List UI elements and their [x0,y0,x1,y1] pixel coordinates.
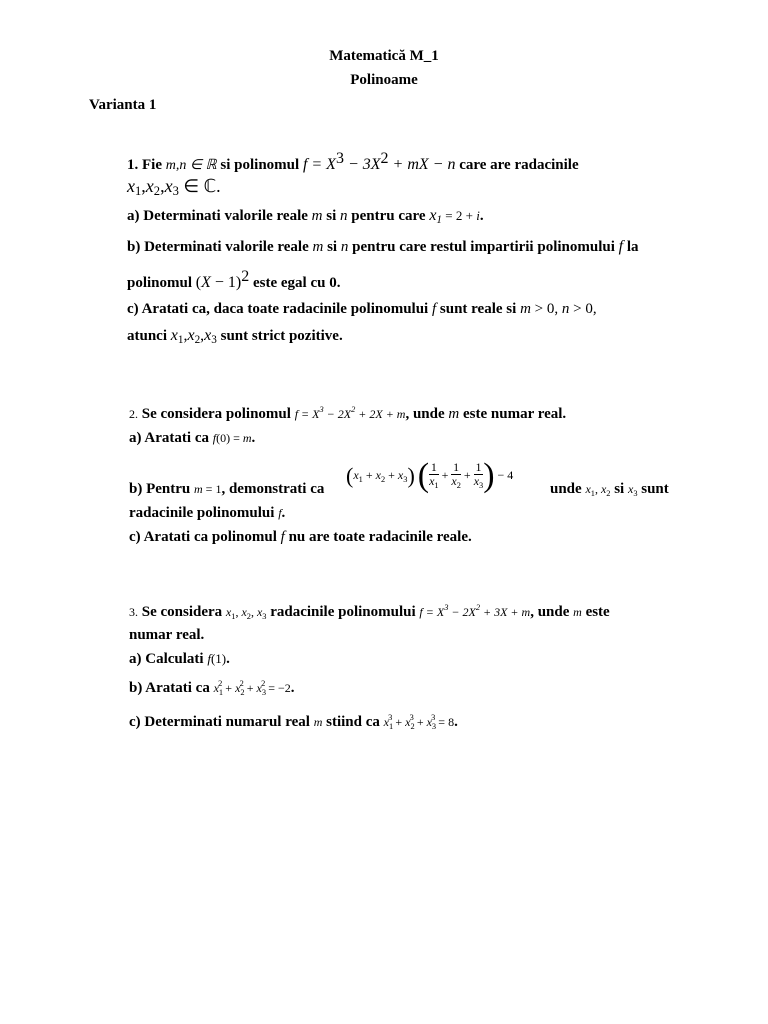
problem-number: 2. [129,407,138,421]
problem-number: 3. [129,605,138,619]
problem-1-part-b-cont: polinomul $(X - 1)^2$ este egal cu 0. [127,268,341,291]
problem-1-part-b: b) Determinati valorile reale m si n pentru care restul impartirii polinomului f la [127,238,639,255]
problem-3-part-a: a) Calculati f(1). [129,651,230,667]
problem-2-part-b: b) Pentru m = 1, demonstrati ca [129,481,325,497]
math-roots: $x_1,x_2,x_3$ ∈ ℂ. [127,176,221,198]
problem-2-part-b-right: unde $x_1$, $x_2$ si $x_3$ sunt [550,481,669,498]
math-poly-f: $f = X^3 - 2X^2 + 3X + m$ [419,603,531,619]
problem-3-intro: 3. Se considera $x_1$, $x_2$, $x_3$ radacinile polinomului $f = X^3 - 2X^2 + 3X + m$, unde m este [129,603,610,621]
problem-2-part-c: c) Aratati ca polinomul f nu are toate radacinile reale. [129,529,472,545]
variant-label: Varianta 1 [89,97,157,113]
problem-2-part-b-cont: radacinile polinomului f. [129,505,286,521]
math-n: n [340,208,348,224]
document-title: Matematică M_1 [329,48,439,64]
math-set: m,n ∈ ℝ [165,158,217,173]
problem-number: 1. [127,157,139,173]
math-poly-f: $f = X^3 - 3X^2$ + mX − n [302,150,456,173]
problem-1-intro: 1. Fie m,n ∈ ℝ si polinomul $f = X^3 - 3X^2$ + mX − n care are radacinile [127,150,579,173]
problem-1-part-c-cont: atunci $x_1,x_2,x_3$ sunt strict pozitive. [127,327,343,346]
problem-2-intro: 2. Se considera polinomul $f = X^3 - 2X^2 + 2X + m$, unde m este numar real. [129,405,567,422]
math-divisor: $(X - 1)^2$ [195,268,250,291]
document-subtitle: Polinoame [350,72,418,88]
problem-3-part-c: c) Determinati numarul real m stiind ca $x_1^3 + x_2^3 + x_3^3 = 8$. [129,713,458,731]
problem-3-intro-cont: numar real. [129,627,205,643]
problem-2-part-a: a) Aratati ca f(0) = m. [129,430,256,446]
problem-1-part-a: a) Determinati valorile reale m si n pentru care $x_1 = 2 + i$. [127,207,484,226]
math-x1: $x_1$ [429,207,443,226]
problem-3-part-b: b) Aratati ca $x_1^2 + x_2^2 + x_3^2 = -2$. [129,679,295,697]
math-expression: $(x_1 + x_2 + x_3)$ ( $\frac{1}{x_1}$ + $\frac{1}{x_2}$ + $\frac{1}{x_3}$ ) − 4 [346,457,514,494]
math-m: m [311,208,323,224]
math-poly-f: $f = X^3 - 2X^2 + 2X + m$ [294,405,406,421]
problem-1-part-c: c) Aratati ca, daca toate radacinile polinomului f sunt reale si m > 0, n > 0, [127,301,597,317]
